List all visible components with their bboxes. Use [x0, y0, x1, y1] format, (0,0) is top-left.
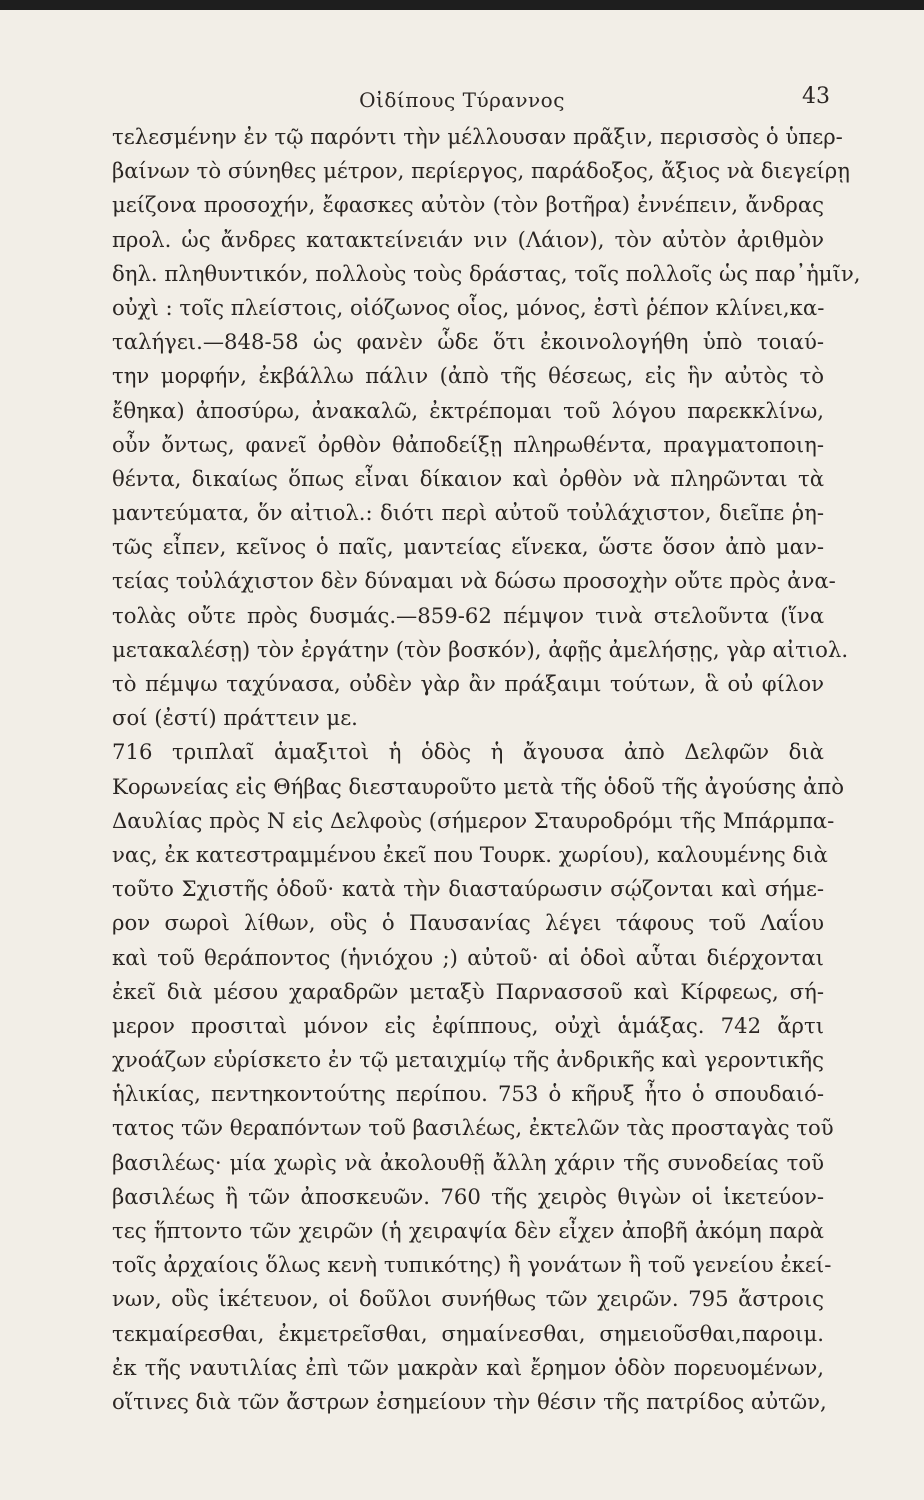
text-line: τολὰς οὔτε πρὸς δυσμάς.—859-62 πέμψον τινὰ στελοῦντα (ἵνα — [112, 602, 824, 628]
commentary-text — [112, 120, 861, 1419]
text-line: τείας τοὐλάχιστον δὲν δύναμαι νὰ δώσω προσοχὴν οὔτε πρὸς ἀνα- — [112, 568, 836, 594]
text-line: τατος τῶν θεραπόντων τοῦ βασιλέως, ἐκτελῶν τὰς προσταγὰς τοῦ — [112, 1115, 834, 1141]
text-line: οὖν ὄντως, φανεῖ ὀρθὸν θἀποδείξῃ πληρωθέντα, πραγματοποιη- — [112, 431, 824, 457]
text-line: προλ. ὡς ἄνδρες κατακτείνειάν νιν (Λάιον), τὸν αὐτὸν ἀριθμὸν — [112, 226, 824, 252]
text-line: νων, οὓς ἱκέτευον, οἱ δοῦλοι συνήθως τῶν χειρῶν. 795 ἄστροις — [112, 1286, 824, 1312]
text-line: τεκμαίρεσθαι, ἐκμετρεῖσθαι, σημαίνεσθαι, σημειοῦσθαι,παροιμ. — [112, 1320, 824, 1346]
scan-edge — [0, 0, 924, 10]
text-line: ἔθηκα) ἀποσύρω, ἀνακαλῶ, ἐκτρέπομαι τοῦ λόγου παρεκκλίνω, — [112, 397, 824, 423]
text-line: Κορωνείας εἰς Θήβας διεσταυροῦτο μετὰ τῆς ὁδοῦ τῆς ἀγούσης ἀπὸ — [112, 773, 844, 799]
text-line: ἡλικίας, πεντηκοντούτης περίπου. 753 ὁ κῆρυξ ἦτο ὁ σπουδαιό- — [112, 1081, 824, 1107]
text-line: μετακαλέσῃ) τὸν ἐργάτην (τὸν βοσκόν), ἀφῇς ἀμελήσῃς, γὰρ αἰτιολ. — [112, 636, 849, 662]
text-line: ἐκεῖ διὰ μέσου χαραδρῶν μεταξὺ Παρνασσοῦ καὶ Κίρφεως, σή- — [112, 978, 824, 1004]
text-line: ρον σωροὶ λίθων, οὓς ὁ Παυσανίας λέγει τάφους τοῦ Λαΐου — [112, 910, 824, 936]
text-line: μαντεύματα, ὅν αἰτιολ.: διότι περὶ αὐτοῦ τοὐλάχιστον, διεῖπε ῥη- — [112, 500, 824, 526]
text-line: οἵτινες διὰ τῶν ἄστρων ἐσημείουν τὴν θέσιν τῆς πατρίδος αὐτῶν, — [112, 1388, 827, 1414]
text-line: δηλ. πληθυντικόν, πολλοὺς τοὺς δράστας, τοῖς πολλοῖς ὡς παρ᾽ἡμῖν, — [112, 260, 861, 286]
text-line: ταλήγει.—848-58 ὡς φανὲν ὧδε ὅτι ἐκοινολογήθη ὑπὸ τοιαύ- — [112, 329, 824, 355]
text-line: τελεσμένην ἐν τῷ παρόντι τὴν μέλλουσαν πρᾶξιν, περισσὸς ὁ ὑπερ- — [112, 124, 843, 149]
running-head: Οἰδίπους Τύραννος — [359, 88, 565, 112]
text-line: μείζονα προσοχήν, ἔφασκες αὐτὸν (τὸν βοτῆρα) ἐννέπειν, ἄνδρας — [112, 192, 824, 218]
text-line: τῶς εἶπεν, κεῖνος ὁ παῖς, μαντείας εἵνεκα, ὥστε ὅσον ἀπὸ μαν- — [112, 534, 824, 560]
text-line: νας, ἐκ κατεστραμμένου ἐκεῖ που Τουρκ. χωρίου), καλουμένης διὰ — [112, 841, 828, 867]
text-line: βασιλέως ἢ τῶν ἀποσκευῶν. 760 τῆς χειρὸς θιγὼν οἱ ἱκετεύον- — [112, 1183, 824, 1209]
text-line: 716 τριπλαῖ ἁμαξιτοὶ ἡ ὁδὸς ἡ ἄγουσα ἀπὸ Δελφῶν διὰ — [112, 739, 824, 765]
text-line: σοί (ἐστί) πράττειν με. — [112, 705, 358, 731]
text-line: καὶ τοῦ θεράποντος (ἡνιόχου ;) αὐτοῦ· αἱ ὁδοὶ αὗται διέρχονται — [112, 944, 824, 970]
text-line: την μορφήν, ἐκβάλλω πάλιν (ἀπὸ τῆς θέσεως, εἰς ἣν αὐτὸς τὸ — [112, 363, 824, 389]
page-number: 43 — [802, 84, 830, 109]
text-line: τες ἥπτοντο τῶν χειρῶν (ἡ χειραψία δὲν εἶχεν ἀποβῆ ἀκόμη παρὰ — [112, 1218, 824, 1243]
text-line: βαίνων τὸ σύνηθες μέτρον, περίεργος, παράδοξος, ἄξιος νὰ διεγείρῃ — [112, 158, 850, 184]
text-line: ἐκ τῆς ναυτιλίας ἐπὶ τῶν μακρὰν καὶ ἔρημον ὁδὸν πορευομένων, — [112, 1354, 824, 1380]
text-line: τὸ πέμψω ταχύνασα, οὐδὲν γὰρ ἂν πράξαιμι τούτων, ἃ οὐ φίλον — [112, 671, 824, 696]
text-line: θέντα, δικαίως ὅπως εἶναι δίκαιον καὶ ὀρθὸν νὰ πληρῶνται τὰ — [112, 465, 824, 491]
text-line: οὐχὶ : τοῖς πλείστοις, οἰόζωνος οἷος, μόνος, ἐστὶ ῥέπον κλίνει,κα- — [112, 294, 825, 320]
text-line: χνοάζων εὑρίσκετο ἐν τῷ μεταιχμίῳ τῆς ἀνδρικῆς καὶ γεροντικῆς — [112, 1047, 824, 1073]
text-line: Δαυλίας πρὸς Ν εἰς Δελφοὺς (σήμερον Σταυροδρόμι τῆς Μπάρμπα- — [112, 807, 835, 833]
text-line: βασιλέως· μία χωρὶς νὰ ἀκολουθῇ ἄλλη χάριν τῆς συνοδείας τοῦ — [112, 1149, 824, 1175]
text-line: μερον προσιταὶ μόνον εἰς ἐφίππους, οὐχὶ ἁμάξας. 742 ἄρτι — [112, 1012, 824, 1038]
text-line: τοῦτο Σχιστῆς ὁδοῦ· κατὰ τὴν διασταύρωσιν σῴζονται καὶ σήμε- — [112, 876, 824, 902]
page-header — [0, 84, 924, 124]
text-line: τοῖς ἀρχαίοις ὅλως κενὴ τυπικότης) ἢ γονάτων ἢ τοῦ γενείου ἐκεί- — [112, 1252, 832, 1278]
